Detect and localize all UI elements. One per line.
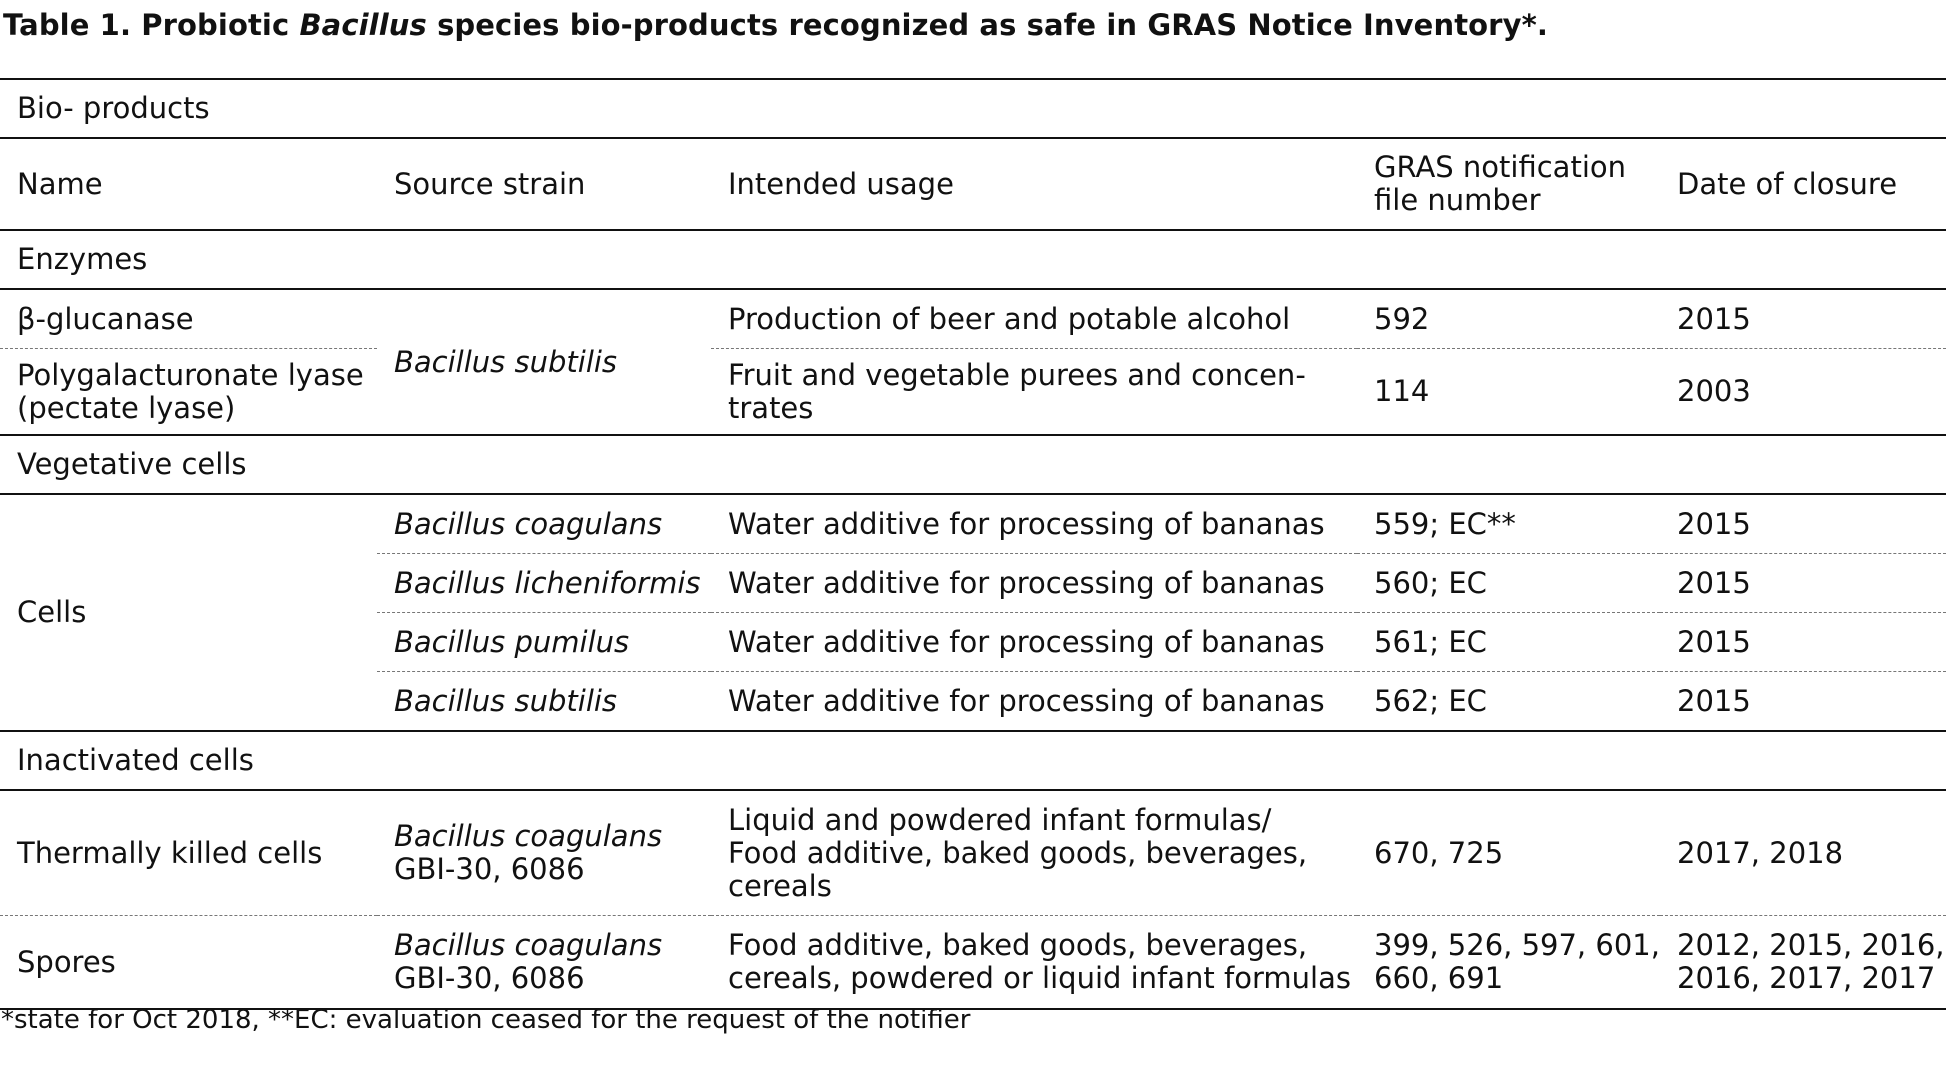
section-row-vegetative <box>0 435 1946 494</box>
inactivated-usage-line3: cereals <box>728 868 832 903</box>
header-date-of-closure: Date of closure <box>1660 138 1946 230</box>
inactivated-strain-line2: GBI-30, 6086 <box>394 961 585 995</box>
vegetative-date: 2015 <box>1660 613 1946 672</box>
table-group-header-row <box>0 79 1946 138</box>
inactivated-gras-line2: 660, 691 <box>1374 961 1504 995</box>
enzyme-usage <box>711 349 1357 436</box>
group-header-cell: Bio- products <box>0 79 1946 138</box>
vegetative-strain: Bacillus pumilus <box>377 613 711 672</box>
enzyme-gras: 114 <box>1357 349 1660 436</box>
gras-table <box>0 78 1946 1010</box>
enzyme-usage-line2: trates <box>728 390 814 425</box>
section-title-vegetative: Vegetative cells <box>0 435 1946 494</box>
table-row <box>0 289 1946 349</box>
enzyme-name-line2: (pectate lyase) <box>17 390 236 425</box>
vegetative-usage: Water additive for processing of bananas <box>711 613 1357 672</box>
vegetative-date: 2015 <box>1660 554 1946 613</box>
section-row-inactivated <box>0 731 1946 790</box>
vegetative-gras: 562; EC <box>1357 672 1660 732</box>
caption-italic: Bacillus <box>299 8 427 42</box>
enzyme-name: β-glucanase <box>0 289 377 349</box>
enzyme-source-strain: Bacillus subtilis <box>377 289 711 435</box>
inactivated-usage-line1: Liquid and powdered infant formulas/ <box>728 802 1272 837</box>
vegetative-date: 2015 <box>1660 672 1946 732</box>
inactivated-usage-line2: Food additive, baked goods, beverages, <box>728 835 1308 870</box>
inactivated-name: Spores <box>0 916 377 1010</box>
table-row <box>0 349 1946 436</box>
header-gras-number <box>1357 138 1660 230</box>
vegetative-strain: Bacillus coagulans <box>377 494 711 554</box>
header-gras-line1: GRAS notification <box>1374 150 1626 184</box>
vegetative-strain: Bacillus licheniformis <box>377 554 711 613</box>
enzyme-date: 2003 <box>1660 349 1946 436</box>
inactivated-strain-line1: Bacillus coagulans <box>394 928 663 962</box>
table-footnote: *state for Oct 2018, **EC: evaluation ceased for the request of the notifier <box>1 1005 971 1035</box>
caption-suffix: species bio-products recognized as safe in GRAS Notice Inventory*. <box>426 8 1548 42</box>
inactivated-gras: 670, 725 <box>1357 790 1660 916</box>
vegetative-usage: Water additive for processing of bananas <box>711 672 1357 732</box>
vegetative-usage: Water additive for processing of bananas <box>711 494 1357 554</box>
vegetative-date: 2015 <box>1660 494 1946 554</box>
inactivated-name: Thermally killed cells <box>0 790 377 916</box>
enzyme-usage: Production of beer and potable alcohol <box>711 289 1357 349</box>
inactivated-usage-line2: cereals, powdered or liquid infant formulas <box>728 961 1351 995</box>
table-row <box>0 790 1946 916</box>
inactivated-usage-line1: Food additive, baked goods, beverages, <box>728 928 1308 962</box>
caption-prefix: Table 1. Probiotic <box>3 8 300 42</box>
inactivated-usage <box>711 916 1357 1010</box>
inactivated-strain <box>377 916 711 1010</box>
inactivated-date-line1: 2012, 2015, 2016, <box>1677 928 1945 962</box>
header-intended-usage: Intended usage <box>711 138 1357 230</box>
inactivated-gras <box>1357 916 1660 1010</box>
vegetative-strain: Bacillus subtilis <box>377 672 711 732</box>
inactivated-gras-line1: 399, 526, 597, 601, <box>1374 928 1660 962</box>
table-row <box>0 916 1946 1010</box>
inactivated-strain <box>377 790 711 916</box>
vegetative-usage: Water additive for processing of bananas <box>711 554 1357 613</box>
inactivated-strain-line1: Bacillus coagulans <box>394 819 663 853</box>
enzyme-name <box>0 349 377 436</box>
enzyme-usage-line1: Fruit and vegetable purees and concen- <box>728 357 1306 392</box>
inactivated-usage <box>711 790 1357 916</box>
table-row <box>0 494 1946 554</box>
inactivated-date-line2: 2016, 2017, 2017 <box>1677 961 1936 995</box>
enzyme-date: 2015 <box>1660 289 1946 349</box>
inactivated-date <box>1660 916 1946 1010</box>
section-title-enzymes: Enzymes <box>0 230 1946 289</box>
vegetative-gras: 560; EC <box>1357 554 1660 613</box>
enzyme-gras: 592 <box>1357 289 1660 349</box>
header-gras-line2: file number <box>1374 183 1541 217</box>
vegetative-gras: 559; EC** <box>1357 494 1660 554</box>
vegetative-name: Cells <box>0 494 377 731</box>
enzyme-name-line1: Polygalacturonate lyase <box>17 357 364 392</box>
inactivated-strain-line2: GBI-30, 6086 <box>394 852 585 886</box>
table-header-row <box>0 138 1946 230</box>
section-title-inactivated: Inactivated cells <box>0 731 1946 790</box>
section-row-enzymes <box>0 230 1946 289</box>
header-name: Name <box>0 138 377 230</box>
vegetative-gras: 561; EC <box>1357 613 1660 672</box>
header-source-strain: Source strain <box>377 138 711 230</box>
table-caption <box>3 8 1548 42</box>
inactivated-date: 2017, 2018 <box>1660 790 1946 916</box>
